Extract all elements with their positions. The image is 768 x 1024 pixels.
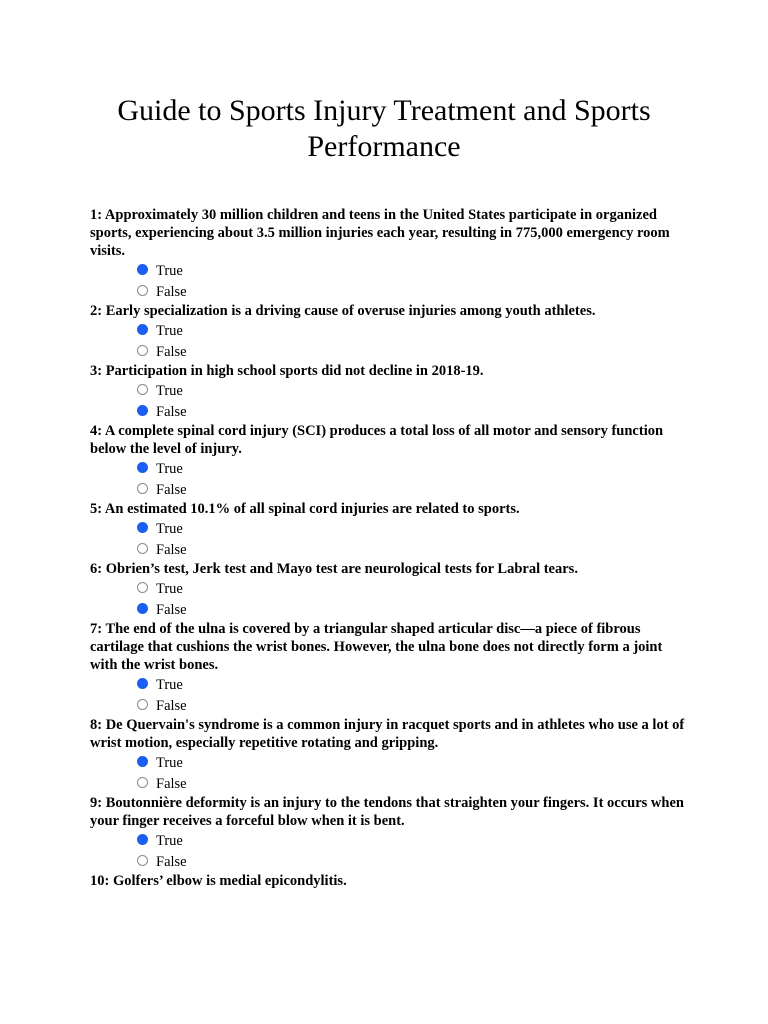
radio-checked-icon[interactable] [137, 324, 148, 335]
radio-unchecked-icon[interactable] [137, 345, 148, 356]
answer-option-label: True [156, 581, 183, 597]
question-text: 3: Participation in high school sports did not decline in 2018-19. [90, 363, 484, 379]
answer-option-true[interactable] [90, 830, 690, 851]
question-item [90, 620, 690, 716]
question-text: 10: Golfers’ elbow is medial epicondylitis. [90, 873, 347, 889]
question-list [90, 206, 690, 890]
radio-checked-icon[interactable] [137, 678, 148, 689]
radio-checked-icon[interactable] [137, 834, 148, 845]
answer-option-false[interactable] [90, 281, 690, 302]
answer-option-false[interactable] [90, 341, 690, 362]
answer-option-true[interactable] [90, 518, 690, 539]
answer-option-label: True [156, 263, 183, 279]
question-item [90, 716, 690, 794]
answer-option-label: True [156, 461, 183, 477]
answer-option-label: True [156, 521, 183, 537]
radio-checked-icon[interactable] [137, 462, 148, 473]
radio-unchecked-icon[interactable] [137, 699, 148, 710]
answer-option-label: False [156, 776, 187, 792]
question-item [90, 302, 690, 362]
answer-option-false[interactable] [90, 599, 690, 620]
question-text: 2: Early specialization is a driving cause of overuse injuries among youth athletes. [90, 303, 596, 319]
answer-option-label: False [156, 284, 187, 300]
answer-option-label: True [156, 755, 183, 771]
radio-unchecked-icon[interactable] [137, 777, 148, 788]
radio-unchecked-icon[interactable] [137, 483, 148, 494]
radio-checked-icon[interactable] [137, 522, 148, 533]
answer-option-label: True [156, 383, 183, 399]
answer-option-true[interactable] [90, 320, 690, 341]
answer-option-label: False [156, 344, 187, 360]
radio-unchecked-icon[interactable] [137, 582, 148, 593]
answer-option-label: False [156, 542, 187, 558]
question-text: 6: Obrien’s test, Jerk test and Mayo test are neurological tests for Labral tears. [90, 561, 578, 577]
question-item [90, 500, 690, 560]
question-item [90, 206, 690, 302]
radio-checked-icon[interactable] [137, 264, 148, 275]
question-text: 5: An estimated 10.1% of all spinal cord injuries are related to sports. [90, 501, 520, 517]
answer-option-true[interactable] [90, 674, 690, 695]
radio-unchecked-icon[interactable] [137, 855, 148, 866]
question-text: 8: De Quervain's syndrome is a common injury in racquet sports and in athletes who use a lot of wrist motion, especially repetitive rotating and gripping. [90, 717, 685, 751]
answer-option-true[interactable] [90, 578, 690, 599]
question-item [90, 560, 690, 620]
radio-checked-icon[interactable] [137, 405, 148, 416]
answer-option-label: False [156, 698, 187, 714]
answer-option-label: False [156, 482, 187, 498]
radio-unchecked-icon[interactable] [137, 543, 148, 554]
answer-option-false[interactable] [90, 401, 690, 422]
radio-unchecked-icon[interactable] [137, 384, 148, 395]
answer-option-label: True [156, 323, 183, 339]
question-item [90, 872, 690, 890]
answer-option-false[interactable] [90, 695, 690, 716]
answer-option-true[interactable] [90, 752, 690, 773]
answer-option-false[interactable] [90, 851, 690, 872]
page-title: Guide to Sports Injury Treatment and Sports Performance [117, 94, 651, 163]
answer-option-true[interactable] [90, 458, 690, 479]
question-item [90, 362, 690, 422]
question-text: 4: A complete spinal cord injury (SCI) produces a total loss of all motor and sensory function below the level of injury. [90, 423, 664, 457]
answer-option-false[interactable] [90, 773, 690, 794]
answer-option-label: False [156, 602, 187, 618]
radio-unchecked-icon[interactable] [137, 285, 148, 296]
answer-option-label: True [156, 677, 183, 693]
answer-option-label: True [156, 833, 183, 849]
radio-checked-icon[interactable] [137, 603, 148, 614]
answer-option-false[interactable] [90, 479, 690, 500]
question-text: 7: The end of the ulna is covered by a triangular shaped articular disc—a piece of fibrous cartilage that cushions the wrist bones. However, the ulna bone does not directly form a joint with the wrist bones. [90, 621, 663, 673]
answer-option-true[interactable] [90, 380, 690, 401]
answer-option-label: False [156, 404, 187, 420]
question-item [90, 422, 690, 500]
answer-option-label: False [156, 854, 187, 870]
answer-option-false[interactable] [90, 539, 690, 560]
question-text: 9: Boutonnière deformity is an injury to the tendons that straighten your fingers. It occurs when your finger receives a forceful blow when it is bent. [90, 795, 684, 829]
answer-option-true[interactable] [90, 260, 690, 281]
question-item [90, 794, 690, 872]
radio-checked-icon[interactable] [137, 756, 148, 767]
question-text: 1: Approximately 30 million children and teens in the United States participate in organized sports, experiencing about 3.5 million injuries each year, resulting in 775,000 emergency room visits. [90, 207, 670, 259]
